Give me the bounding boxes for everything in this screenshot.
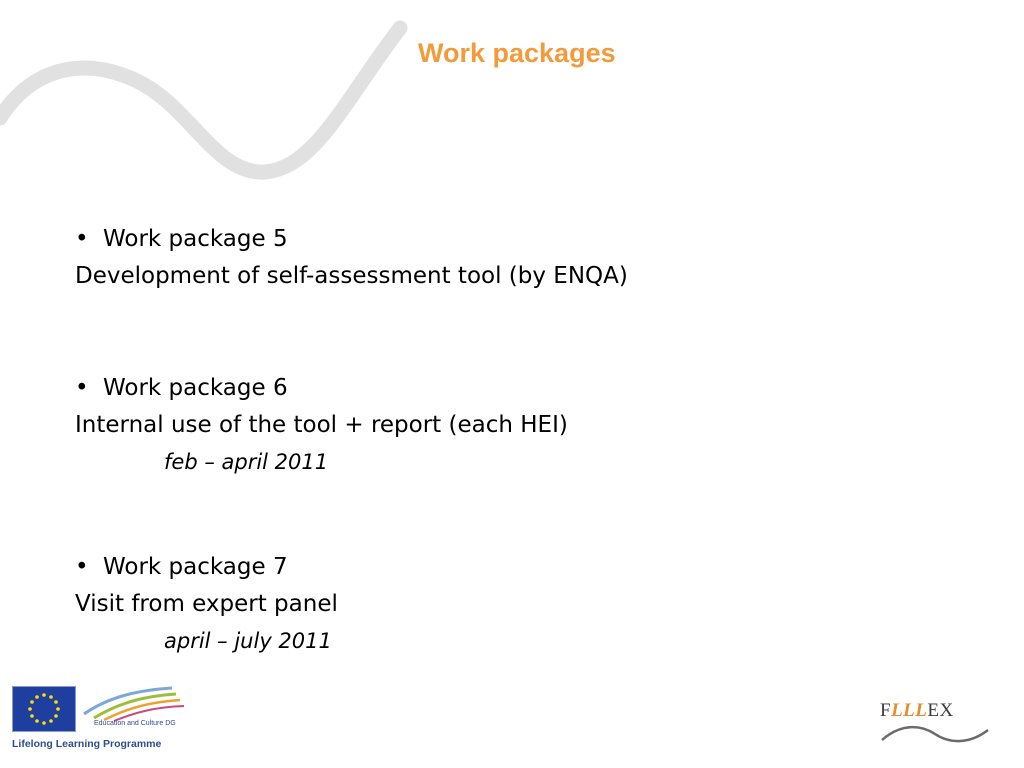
work-package-date: feb – april 2011	[164, 450, 329, 474]
fllex-logo	[880, 700, 990, 750]
content-body	[75, 221, 955, 660]
bullet-icon: •	[75, 226, 89, 252]
work-package-description: Visit from expert panel	[75, 591, 338, 617]
logo-wave-icon	[880, 722, 990, 746]
logo-letters-lll: LLL	[891, 700, 928, 721]
work-package-description: Internal use of the tool + report (each HEI)	[75, 412, 568, 438]
work-package-label: Work package 5	[103, 226, 288, 252]
work-package-description: Development of self-assessment tool (by ENQA)	[75, 263, 628, 289]
bullet-icon: •	[75, 375, 89, 401]
education-culture-text: Education and Culture DG	[94, 720, 176, 727]
logo-letter-f: F	[880, 700, 892, 721]
work-package-label: Work package 6	[103, 375, 288, 401]
work-package-5	[75, 221, 955, 295]
footer-eu-logos	[12, 684, 192, 756]
logo-letters-ex: EX	[927, 700, 954, 721]
bullet-icon: •	[75, 554, 89, 580]
decorative-swoosh	[0, 0, 430, 200]
eu-flag-icon	[12, 686, 76, 732]
slide-title: Work packages	[418, 38, 616, 68]
work-package-label: Work package 7	[103, 554, 288, 580]
lifelong-learning-text: Lifelong Learning Programme	[12, 738, 162, 750]
education-culture-logo-icon	[80, 684, 188, 724]
work-package-6	[75, 370, 955, 481]
work-package-7	[75, 549, 955, 660]
work-package-date: april – july 2011	[164, 629, 332, 653]
